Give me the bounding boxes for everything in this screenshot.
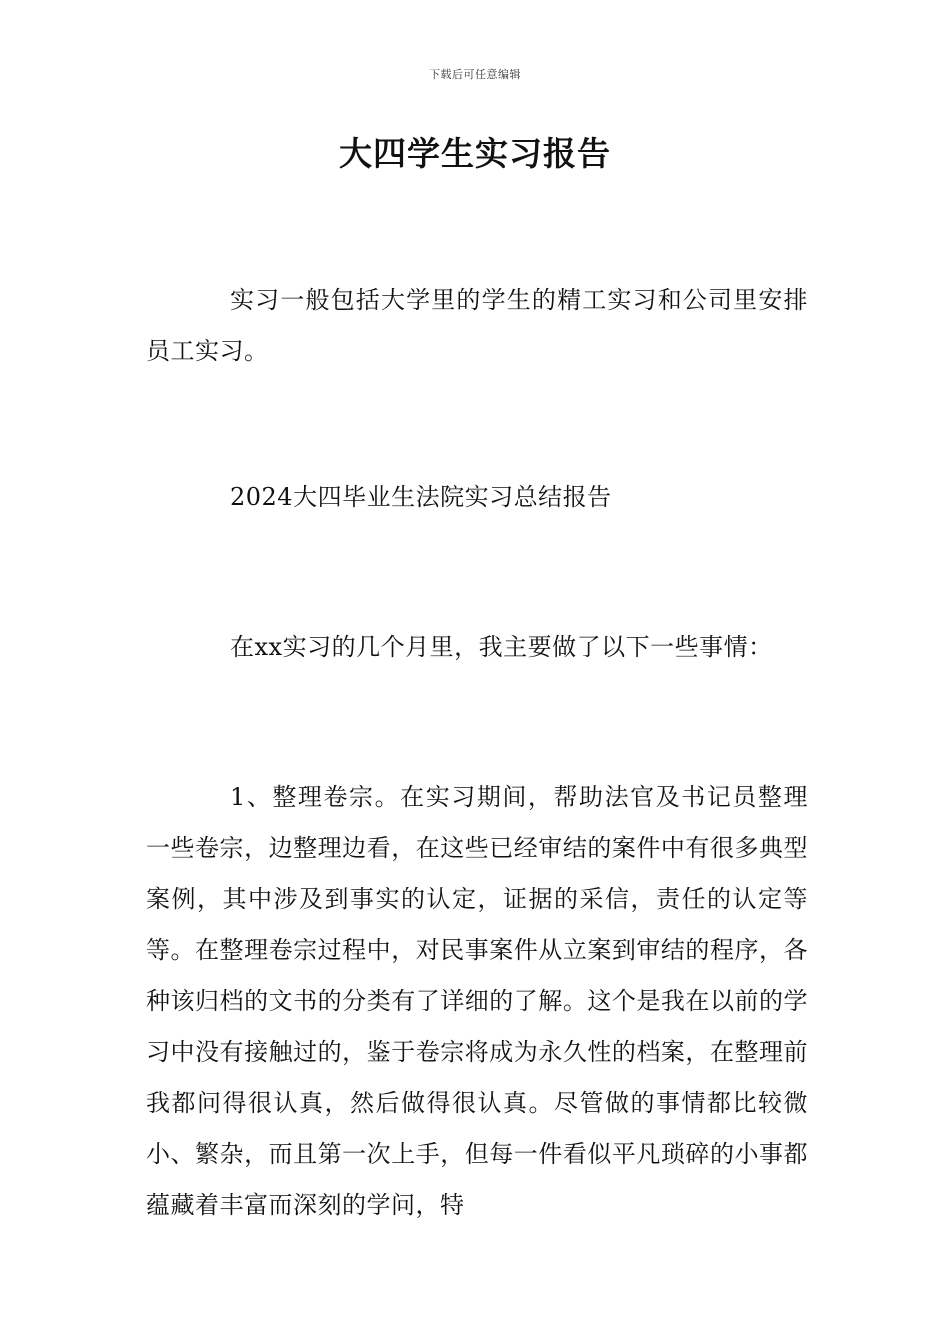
paragraph-report-heading: 2024大四毕业生法院实习总结报告: [230, 483, 612, 511]
header-note: 下载后可任意编辑: [429, 68, 521, 81]
paragraph-summary-lead: 在xx实习的几个月里，我主要做了以下一些事情：: [230, 633, 773, 661]
paragraph-intro: 实习一般包括大学里的学生的精工实习和公司里安排员工实习。: [146, 286, 808, 365]
document-title: 大四学生实习报告: [339, 134, 611, 173]
paragraph-item-1: 1、整理卷宗。在实习期间，帮助法官及书记员整理一些卷宗，边整理边看，在这些已经审结的案件中有很多典型案例，其中涉及到事实的认定，证据的采信，责任的认定等等。在整理卷宗过程中，对民事案件从立案到审结的程序，各种该归档的文书的分类有了详细的了解。这个是我在以前的学习中没有接触过的，鉴于卷宗将成为永久性的档案，在整理前我都问得很认真，然后做得很认真。尽管做的事情都比较微小、繁杂，而且第一次上手，但每一件看似平凡琐碎的小事都蕴藏着丰富而深刻的学问，特: [146, 783, 808, 1219]
